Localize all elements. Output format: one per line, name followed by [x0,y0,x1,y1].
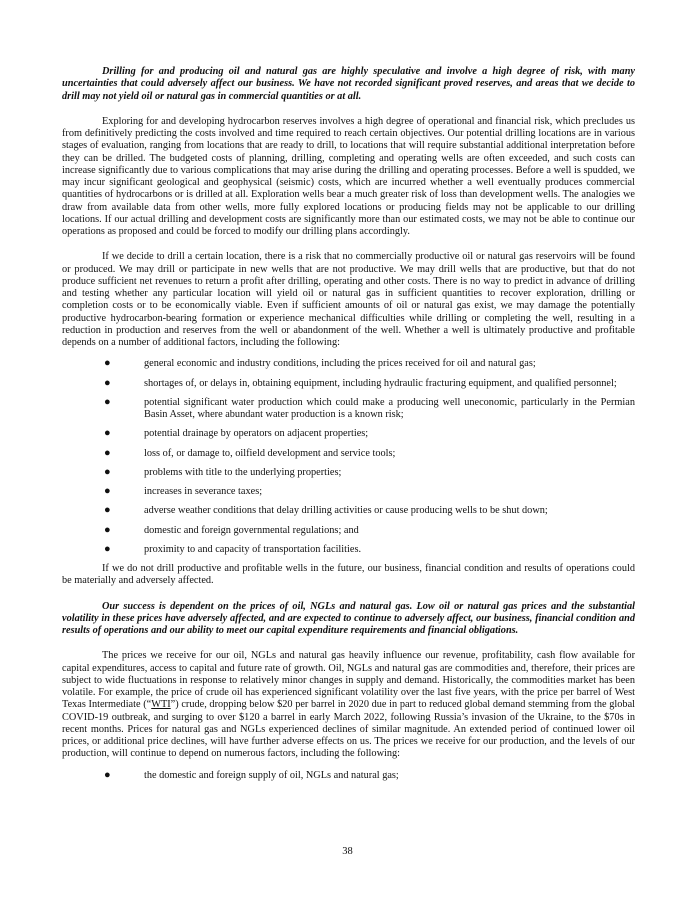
list-item [62,525,635,537]
list-item [62,770,635,782]
list-item-text: potential drainage by operators on adjacent properties; [144,428,369,440]
bullet-icon: ● [104,523,111,536]
paragraph-unproductive-wells: If we do not drill productive and profitable wells in the future, our business, financial condition and results of operations could be materially and adversely affected. [62,563,635,587]
paragraph-drilling-location-risk: If we decide to drill a certain location, there is a risk that no commercially productive oil or natural gas reservoirs will be found or produced. We may drill or participate in new wells that are not productive. We may drill wells that are productive, but that do not produce sufficient net revenues to return a profit after drilling, operating and other costs. There is no way to predict in advance of drilling and testing whether any particular location will yield oil or natural gas in sufficient quantities to recover exploration, drilling or completion costs or to be economically viable. Even if sufficient amounts of oil or natural gas exist, we may damage the potentially productive hydrocarbon-bearing formation or experience mechanical difficulties while drilling or completing the well, resulting in a reduction in production and reserves from the well or abandonment of the well. Whether a well is ultimately productive and profitable depends on a number of additional factors, including the following: [62,251,635,348]
bullet-list-well-factors [62,358,635,556]
paragraph-exploration-risk: Exploring for and developing hydrocarbon reserves involves a high degree of operational and financial risk, which precludes us from definitively predicting the costs involved and time required to reach certain objectives. Our potential drilling locations are in various stages of evaluation, ranging from locations that are ready to drill, to locations that will require substantial additional interpretation before they can be drilled. The budgeted costs of planning, drilling, completing and operating wells are often exceeded, and such costs can increase significantly due to various complications that may arise during the drilling and operating processes. Before a well is spudded, we may incur significant geological and geophysical (seismic) costs, which are incurred whether a well eventually produces commercial quantities of hydrocarbons or is drilled at all. Exploration wells bear a much greater risk of loss than development wells. The analogies we draw from available data from other wells, more fully explored locations or producing fields may not be applicable to our drilling locations. If our actual drilling and development costs are significantly more than our estimated costs, we may not be able to continue our operations as proposed and could be forced to modify our drilling plans accordingly. [62,115,635,237]
list-item-text: the domestic and foreign supply of oil, NGLs and natural gas; [144,769,399,781]
bullet-icon: ● [104,427,111,440]
list-item [62,448,635,460]
list-item [62,544,635,556]
list-item-text: adverse weather conditions that delay drilling activities or cause producing wells to be shut down; [144,505,548,517]
risk-factor-heading-commodity-prices: Our success is dependent on the prices of oil, NGLs and natural gas. Low oil or natural gas prices and the substantial volatility in these prices have adversely affected, and are expected to continue to adversely affect, our business, financial condition and results of operations and our ability to meet our capital expenditure requirements and financial obligations. [62,600,635,636]
list-item-text: proximity to and capacity of transportation facilities. [144,543,362,555]
list-item [62,428,635,440]
list-item-text: shortages of, or delays in, obtaining equipment, including hydraulic fracturing equipment, and qualified personnel; [144,377,617,389]
list-item-text: loss of, or damage to, oilfield development and service tools; [144,447,396,459]
page-number: 38 [342,846,353,857]
paragraph-price-volatility [62,650,635,760]
bullet-icon: ● [104,395,111,408]
bullet-icon: ● [104,768,111,781]
paragraph-text: ”) crude, dropping below $20 per barrel in 2020 due in part to reduced global demand stemming from the global COVID-19 outbreak, and surging to over $120 a barrel in early March 2022, following Russia’s invasion of the Ukraine, to the $70s in recent months. Prices for natural gas and NGLs experienced declines of similar magnitude. An extended period of continued lower oil prices, or additional price declines, will have further adverse effects on us. The prices we receive for our production, and the levels of our production, will continue to depend on numerous factors, including the following: [62,699,636,760]
defined-term-wti: WTI [151,699,171,711]
bullet-icon: ● [104,485,111,497]
bullet-icon: ● [104,376,111,389]
bullet-icon: ● [104,542,111,555]
bullet-list-price-factors [62,770,635,782]
list-item-text: potential significant water production which could make a producing well uneconomic, particularly in the Permian Basin Asset, where abundant water production is a known risk; [144,396,635,420]
bullet-icon: ● [104,446,111,459]
risk-factor-heading-drilling: Drilling for and producing oil and natural gas are highly speculative and involve a high degree of risk, with many uncertainties that could adversely affect our business. We have not recorded significant proved reserves, and areas that we decide to drill may not yield oil or natural gas in commercial quantities or at all. [62,66,635,102]
list-item-text: general economic and industry conditions, including the prices received for oil and natural gas; [144,358,536,370]
bullet-icon: ● [104,465,111,478]
paragraph-text: The prices we receive for our oil, NGLs and natural gas heavily influence our revenue, profitability, cash flow available for capital expenditures, access to capital and future rate of growth. Oil, NGLs and natural gas are commodities and, therefore, their prices are subject to wide fluctuations in response to relatively minor changes in supply and demand. Historically, the commodities market has been volatile. For example, the price of crude oil has experienced significant volatility over the last five years, with the price per barrel of West Texas Intermediate (“ [62,650,635,711]
list-item [62,467,635,479]
document-page [62,66,635,789]
bullet-icon: ● [104,504,111,517]
list-item [62,378,635,390]
bullet-icon: ● [104,357,111,370]
list-item [62,486,635,498]
list-item-text: increases in severance taxes; [144,486,263,497]
list-item [62,358,635,370]
list-item-text: problems with title to the underlying properties; [144,466,342,478]
list-item [62,397,635,422]
list-item [62,505,635,517]
list-item-text: domestic and foreign governmental regulations; and [144,524,359,536]
